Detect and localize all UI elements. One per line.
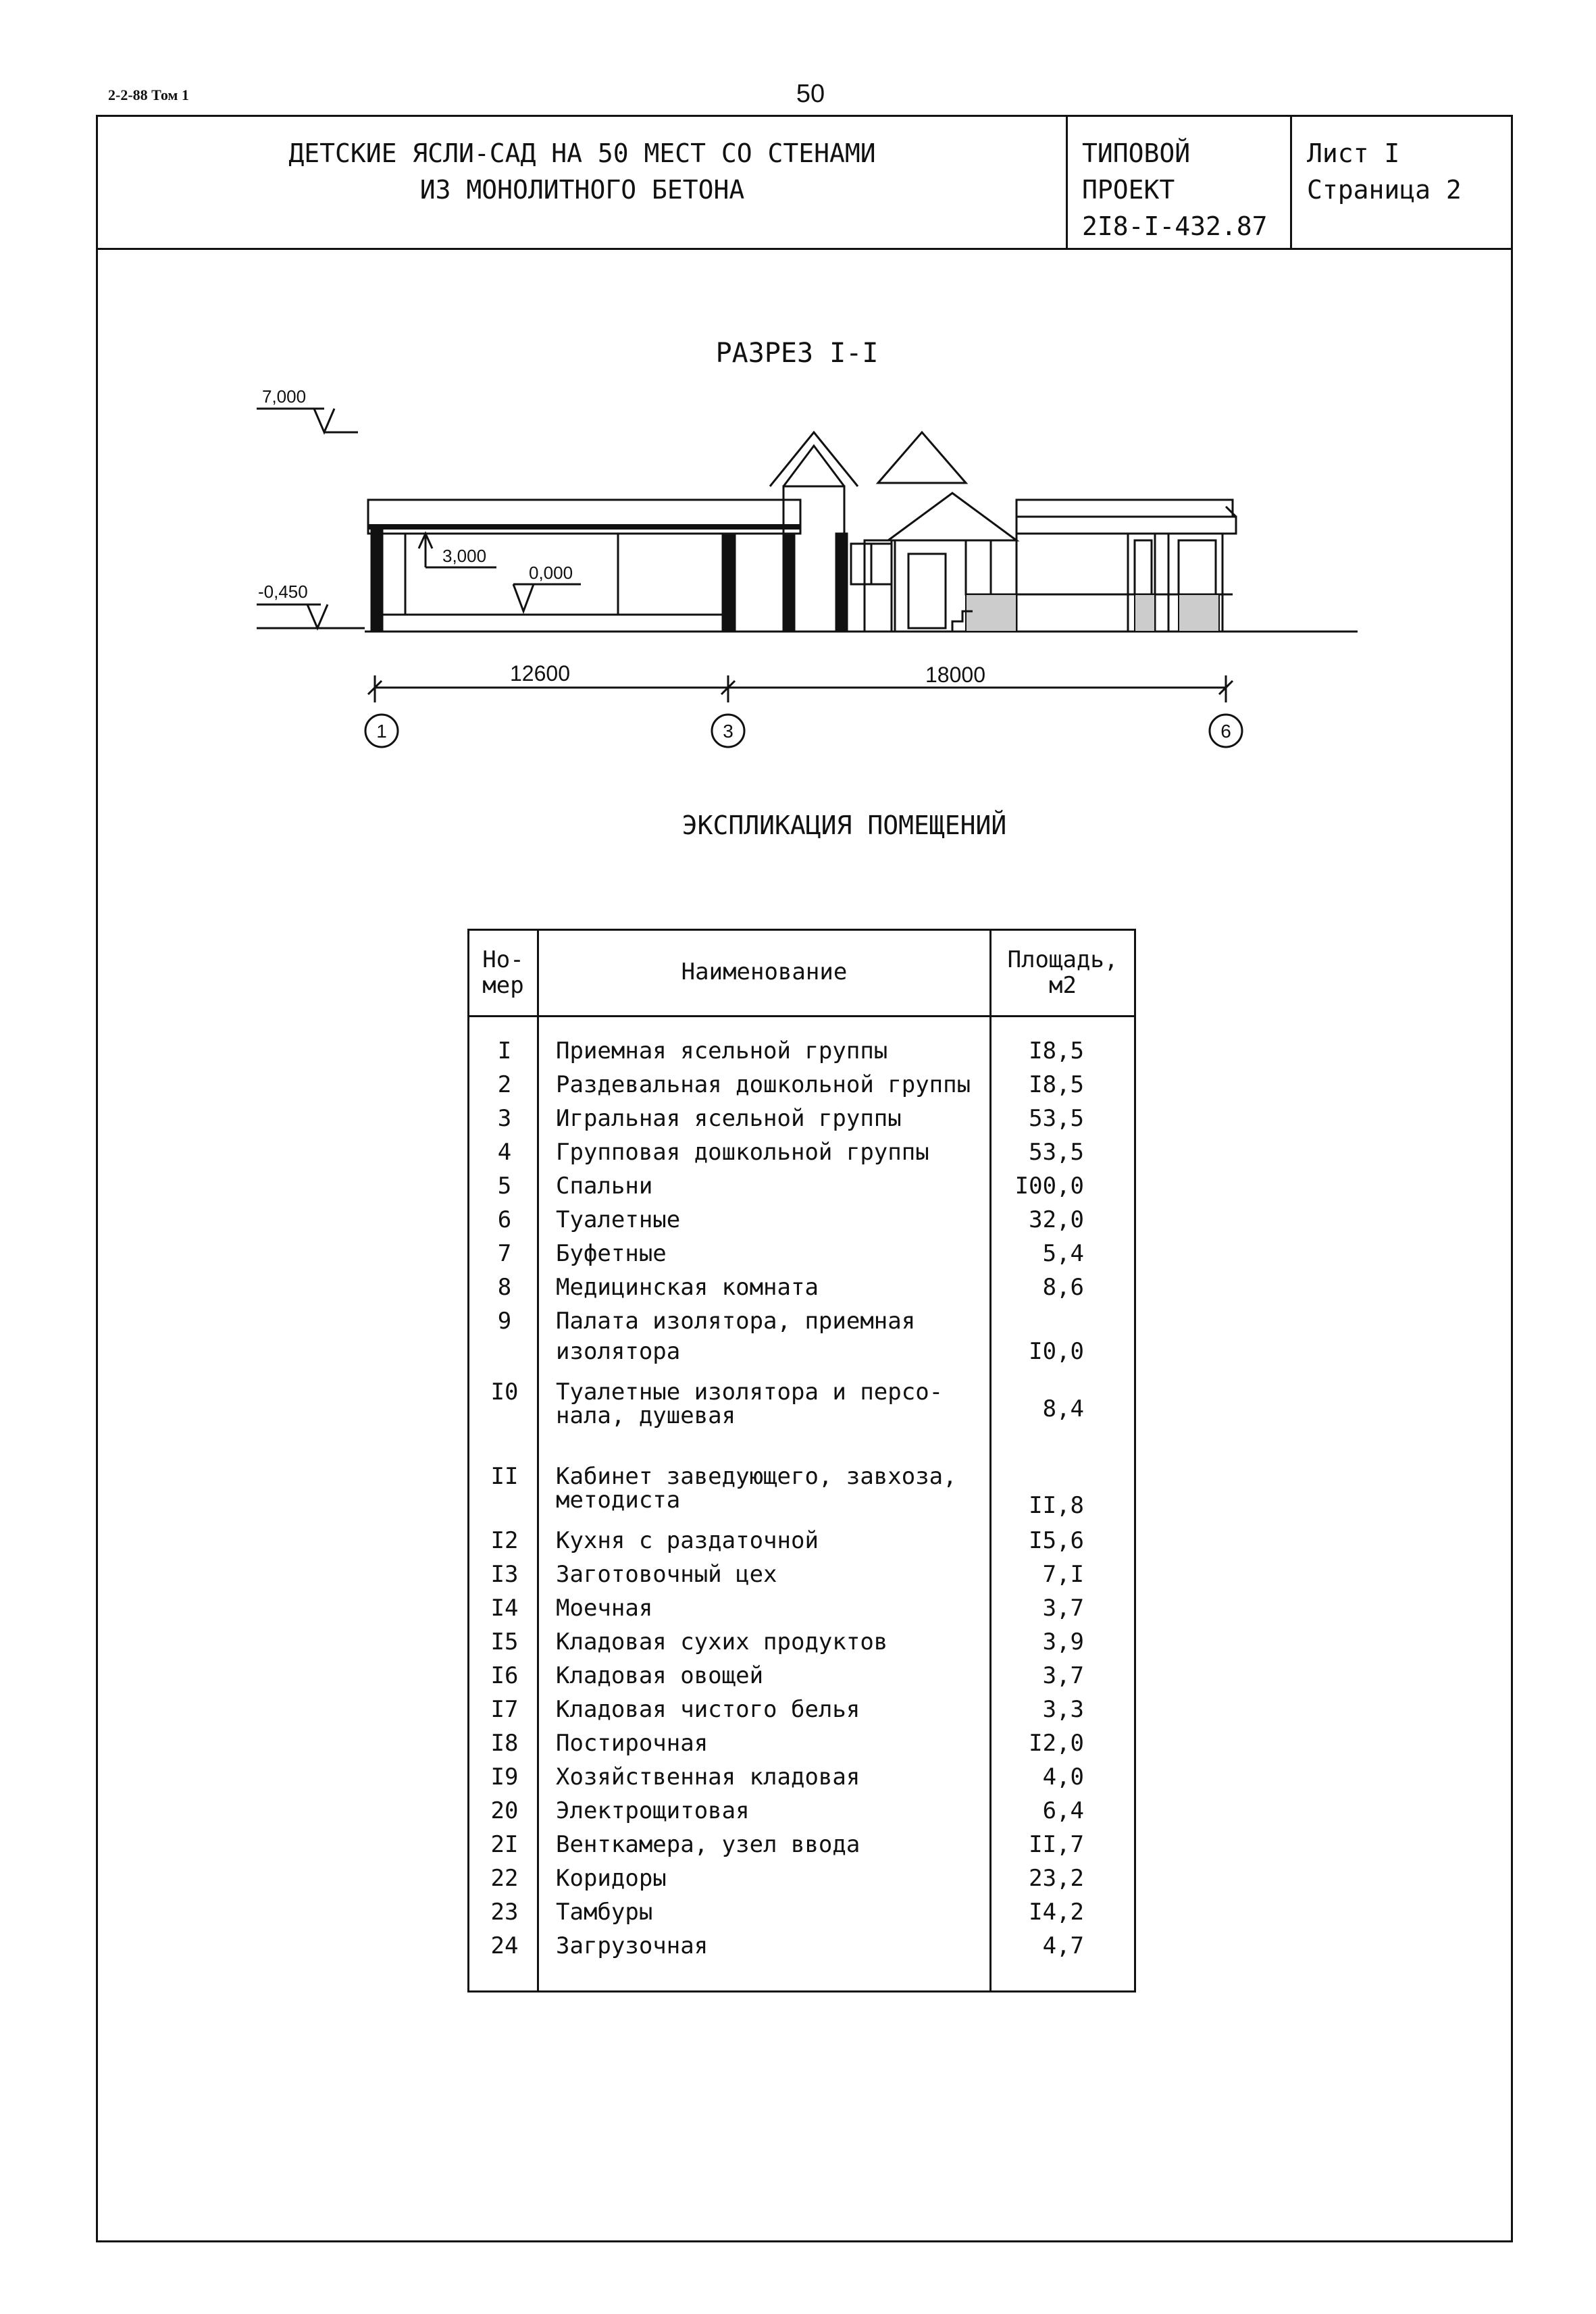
- mark-ground-label: -0,450: [258, 582, 308, 602]
- axis-label-3: 3: [723, 721, 733, 742]
- mark-top-label: 7,000: [262, 386, 307, 407]
- col-header-name: Наименование: [681, 958, 848, 985]
- axis-label-6: 6: [1220, 721, 1231, 742]
- title-line-1: ДЕТСКИЕ ЯСЛИ-САД НА 50 МЕСТ СО СТЕНАМИ: [288, 138, 876, 168]
- sheet-number: Лист I: [1307, 138, 1400, 168]
- page-label: Страница 2: [1307, 175, 1462, 205]
- page-number: 50: [796, 80, 825, 108]
- explication-table: Но- мер Наименование Площадь, м2 I Приемная ясельной группы I8,5 2 Раздевальная дошкольной группы I8,5 3 Игральная ясельной группы 53,5 4 Групповая дошкольной группы 53,5 5 Спальни I00,0 6 Туалетные 32,0 7 Буфетные 5,4 8 Медицинская комната 8,6 9 Палата изолятора, приемная изолятора I0,0 I0 Туалетные изолятора и персо- нала, душевая 8,4 II Кабинет заведующего, завхоза, методиста II,8 I2 Кухня с раздаточной I5,6 I3 Заготовочный цех 7,I I4 Моечная 3,7 I5 Кладовая сухих продуктов 3,9 I6 Кладовая овощей 3,7 I7 Кладовая чистого белья 3,3 I8 Постирочная I2,0 I9 Хозяйственная кладовая 4,0 20 Электрощитовая 6,4 2I Венткамера, узел ввода II,7 22 Коридоры 23,2 23 Тамбуры I4,2 24 Загрузочная 4,7: [467, 929, 1136, 1992]
- pyramid-roof-back: [878, 432, 966, 483]
- series-label: 2-2-88 Том 1: [108, 86, 189, 103]
- roof-slab-right: [1016, 517, 1236, 534]
- col-header-area: Площадь, м2: [1007, 946, 1118, 999]
- project-label: ТИПОВОЙ ПРОЕКТ: [1082, 138, 1191, 205]
- header-rule: [469, 1015, 1134, 1017]
- title-line-2: ИЗ МОНОЛИТНОГО БЕТОНА: [419, 175, 745, 205]
- pyramid-roof-front: [888, 493, 1016, 540]
- dim-right-label: 18000: [925, 663, 985, 687]
- mark-floor-label: 0,000: [529, 563, 573, 583]
- wall-axis-1: [371, 527, 382, 632]
- level-mark-ground-arrow: [307, 605, 328, 628]
- explication-title: ЭКСПЛИКАЦИЯ ПОМЕЩЕНИЙ: [681, 811, 1007, 840]
- section-drawing: [0, 0, 1596, 777]
- dim-left-label: 12600: [510, 661, 570, 686]
- project-code: 2I8-I-432.87: [1082, 211, 1268, 241]
- col-header-number: Но- мер: [482, 946, 524, 999]
- mark-mid-label: 3,000: [442, 546, 487, 566]
- section-title: РАЗРЕЗ I-I: [715, 338, 879, 369]
- level-mark-top-arrow: [314, 409, 334, 432]
- axis-label-1: 1: [376, 721, 387, 742]
- wall-axis-3: [723, 534, 735, 632]
